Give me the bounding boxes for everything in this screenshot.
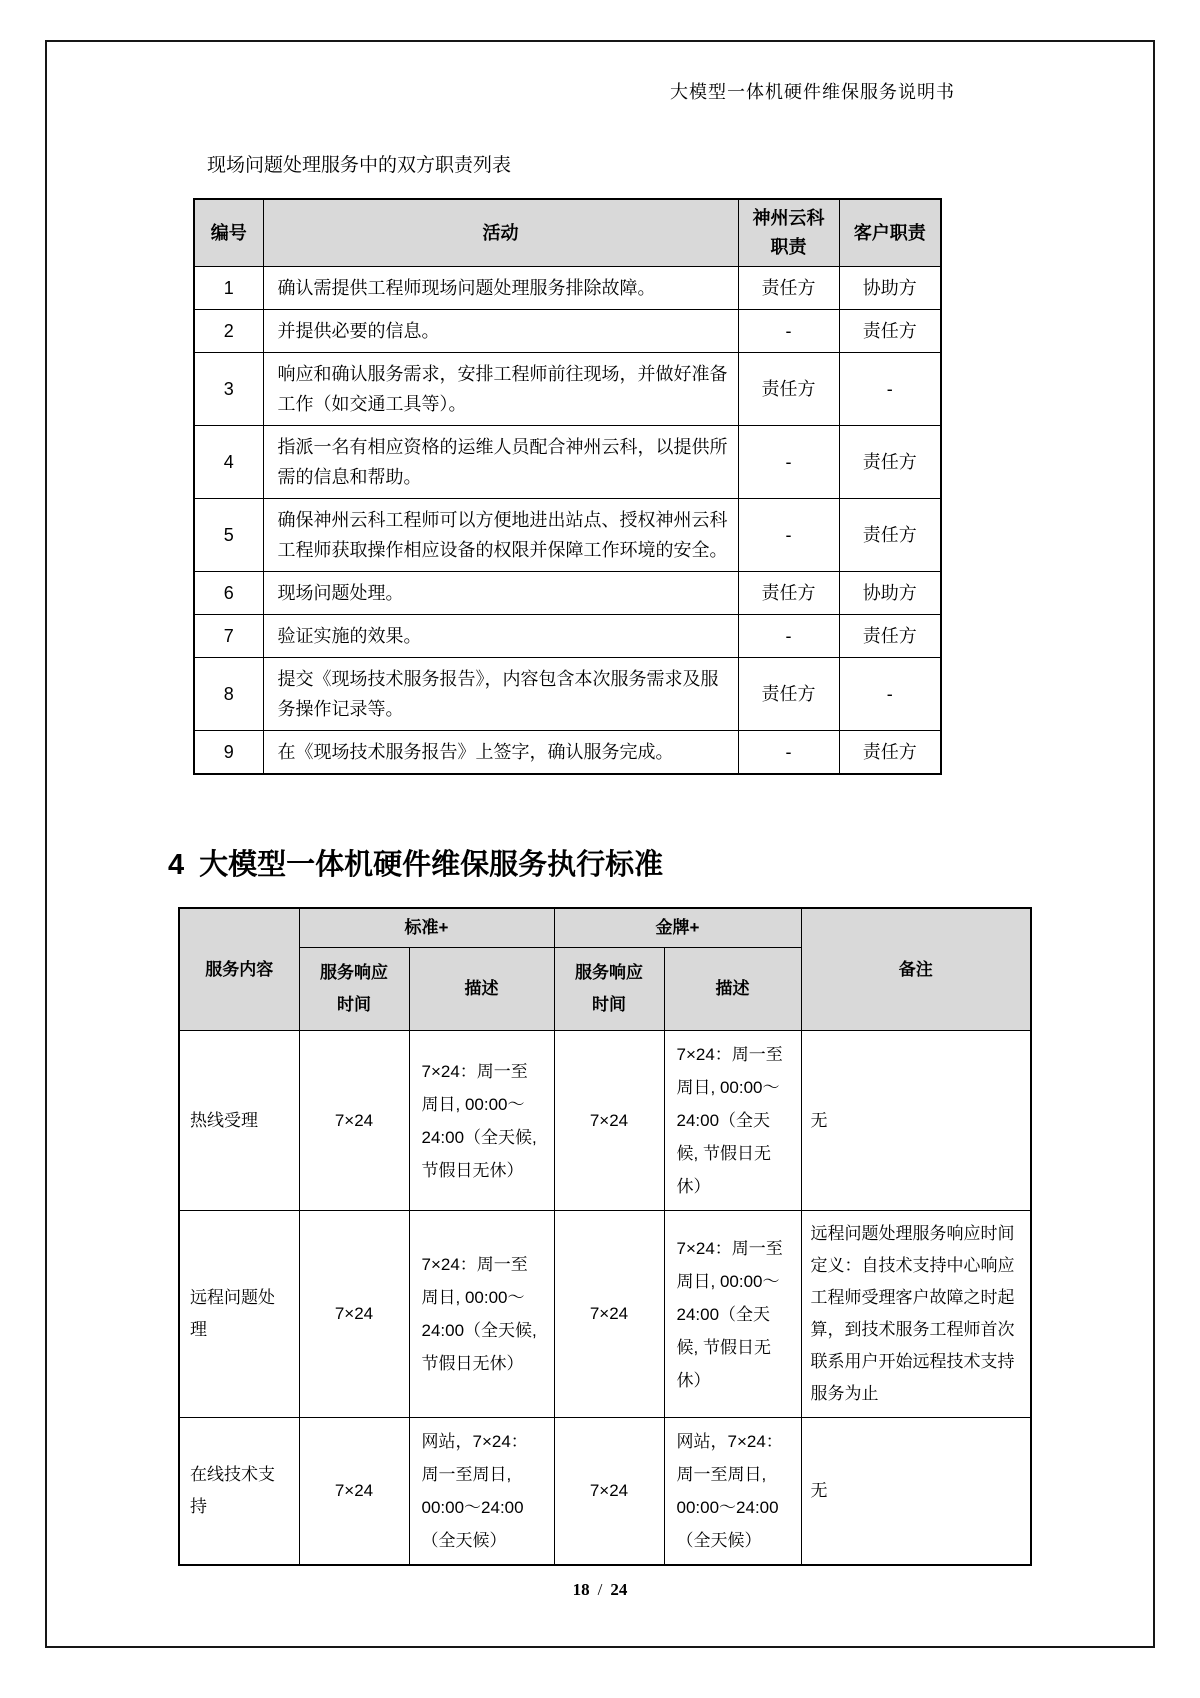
cell-activity: 确认需提供工程师现场问题处理服务排除故障。 xyxy=(263,267,738,310)
cell-activity: 指派一名有相应资格的运维人员配合神州云科，以提供所需的信息和帮助。 xyxy=(263,426,738,499)
intro-text: 现场问题处理服务中的双方职责列表 xyxy=(207,155,512,176)
page-number-separator: / xyxy=(597,1580,603,1599)
cell-customer-duty: 责任方 xyxy=(839,499,941,572)
table-row xyxy=(194,572,941,615)
section-heading xyxy=(168,842,663,883)
cell-activity: 验证实施的效果。 xyxy=(263,615,738,658)
col-header-yunke-duty: 神州云科职责 xyxy=(738,199,839,267)
col-header-standard-response-time: 服务响应时间 xyxy=(299,948,409,1031)
cell-customer-duty: 责任方 xyxy=(839,426,941,499)
cell-gold-description: 7×24：周一至周日, 00:00～24:00（全天候, 节假日无休） xyxy=(664,1211,801,1418)
cell-gold-description: 网站，7×24：周一至周日, 00:00～24:00（全天候） xyxy=(664,1418,801,1566)
cell-standard-response-time: 7×24 xyxy=(299,1031,409,1211)
cell-standard-description: 7×24：周一至周日, 00:00～24:00（全天候, 节假日无休） xyxy=(409,1211,554,1418)
cell-activity: 现场问题处理。 xyxy=(263,572,738,615)
cell-number: 5 xyxy=(194,499,263,572)
cell-number: 4 xyxy=(194,426,263,499)
cell-customer-duty: 责任方 xyxy=(839,731,941,775)
cell-activity: 确保神州云科工程师可以方便地进出站点、授权神州云科工程师获取操作相应设备的权限并保障工作环境的安全。 xyxy=(263,499,738,572)
cell-customer-duty: - xyxy=(839,353,941,426)
cell-yunke-duty: - xyxy=(738,499,839,572)
table-row xyxy=(194,658,941,731)
col-group-standard-plus: 标准+ xyxy=(299,908,554,948)
service-row xyxy=(179,1031,1031,1211)
table-row xyxy=(194,615,941,658)
cell-yunke-duty: 责任方 xyxy=(738,267,839,310)
cell-number: 3 xyxy=(194,353,263,426)
cell-yunke-duty: 责任方 xyxy=(738,572,839,615)
cell-yunke-duty: - xyxy=(738,731,839,775)
cell-yunke-duty: 责任方 xyxy=(738,353,839,426)
standards-table xyxy=(178,907,1032,1566)
col-group-gold-plus: 金牌+ xyxy=(554,908,801,948)
responsibility-table xyxy=(193,198,942,775)
section-title: 大模型一体机硬件维保服务执行标准 xyxy=(199,849,664,881)
cell-number: 8 xyxy=(194,658,263,731)
cell-standard-response-time: 7×24 xyxy=(299,1211,409,1418)
col-header-note: 备注 xyxy=(801,908,1031,1031)
cell-note: 无 xyxy=(801,1031,1031,1211)
service-row xyxy=(179,1211,1031,1418)
table-row xyxy=(194,267,941,310)
col-header-number: 编号 xyxy=(194,199,263,267)
service-row xyxy=(179,1418,1031,1566)
cell-yunke-duty: - xyxy=(738,426,839,499)
col-header-customer-duty: 客户职责 xyxy=(839,199,941,267)
cell-number: 6 xyxy=(194,572,263,615)
cell-number: 2 xyxy=(194,310,263,353)
cell-activity: 提交《现场技术服务报告》，内容包含本次服务需求及服务操作记录等。 xyxy=(263,658,738,731)
document-header-title: 大模型一体机硬件维保服务说明书 xyxy=(670,82,955,102)
cell-customer-duty: 责任方 xyxy=(839,310,941,353)
cell-customer-duty: - xyxy=(839,658,941,731)
cell-number: 9 xyxy=(194,731,263,775)
col-header-service-content: 服务内容 xyxy=(179,908,299,1031)
cell-yunke-duty: - xyxy=(738,310,839,353)
cell-gold-response-time: 7×24 xyxy=(554,1211,664,1418)
col-header-gold-response-time: 服务响应时间 xyxy=(554,948,664,1031)
cell-note: 无 xyxy=(801,1418,1031,1566)
cell-standard-response-time: 7×24 xyxy=(299,1418,409,1566)
cell-activity: 并提供必要的信息。 xyxy=(263,310,738,353)
table-row xyxy=(194,731,941,775)
cell-yunke-duty: - xyxy=(738,615,839,658)
cell-gold-description: 7×24：周一至周日, 00:00～24:00（全天候, 节假日无休） xyxy=(664,1031,801,1211)
cell-service-content: 远程问题处理 xyxy=(179,1211,299,1418)
cell-service-content: 热线受理 xyxy=(179,1031,299,1211)
table-row xyxy=(194,426,941,499)
cell-standard-description: 网站，7×24：周一至周日, 00:00～24:00（全天候） xyxy=(409,1418,554,1566)
cell-service-content: 在线技术支持 xyxy=(179,1418,299,1566)
col-header-activity: 活动 xyxy=(263,199,738,267)
section-number: 4 xyxy=(168,849,185,881)
col-header-gold-description: 描述 xyxy=(664,948,801,1031)
cell-number: 7 xyxy=(194,615,263,658)
cell-customer-duty: 协助方 xyxy=(839,267,941,310)
cell-yunke-duty: 责任方 xyxy=(738,658,839,731)
page-number-current: 18 xyxy=(572,1580,590,1599)
cell-activity: 响应和确认服务需求，安排工程师前往现场，并做好准备工作（如交通工具等）。 xyxy=(263,353,738,426)
standards-table-group-header-row xyxy=(179,908,1031,948)
page-number-total: 24 xyxy=(610,1580,628,1599)
cell-customer-duty: 协助方 xyxy=(839,572,941,615)
page-number xyxy=(0,1580,1200,1600)
cell-number: 1 xyxy=(194,267,263,310)
cell-note: 远程问题处理服务响应时间定义：自技术支持中心响应工程师受理客户故障之时起算，到技术服务工程师首次联系用户开始远程技术支持服务为止 xyxy=(801,1211,1031,1418)
table-row xyxy=(194,353,941,426)
cell-customer-duty: 责任方 xyxy=(839,615,941,658)
table-row xyxy=(194,499,941,572)
cell-standard-description: 7×24：周一至周日, 00:00～24:00（全天候, 节假日无休） xyxy=(409,1031,554,1211)
table-row xyxy=(194,310,941,353)
cell-gold-response-time: 7×24 xyxy=(554,1031,664,1211)
col-header-standard-description: 描述 xyxy=(409,948,554,1031)
cell-gold-response-time: 7×24 xyxy=(554,1418,664,1566)
cell-activity: 在《现场技术服务报告》上签字，确认服务完成。 xyxy=(263,731,738,775)
responsibility-table-header-row xyxy=(194,199,941,267)
